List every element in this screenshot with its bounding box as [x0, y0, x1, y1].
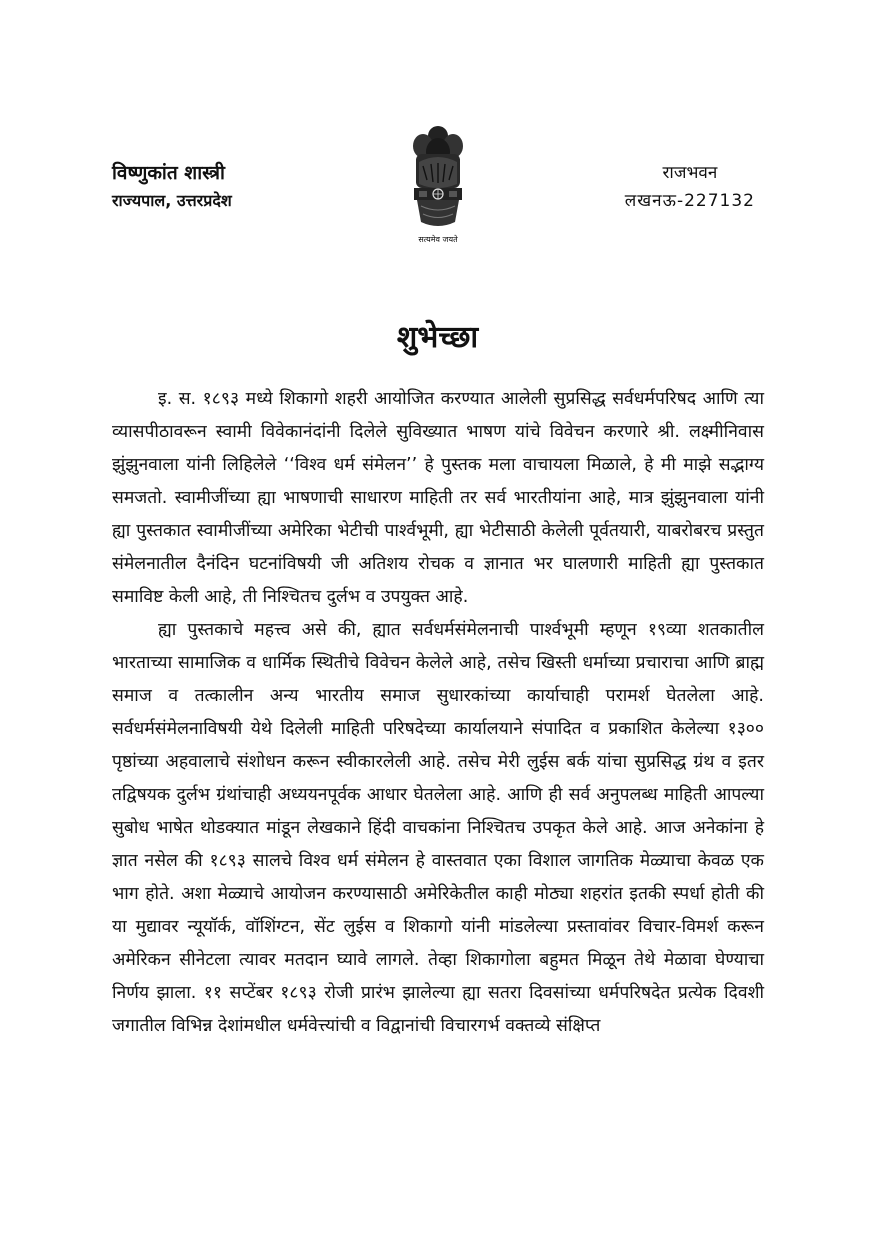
emblem-motto: सत्यमेव जयते: [418, 235, 458, 244]
body-paragraph: इ. स. १८९३ मध्ये शिकागो शहरी आयोजित करण्यात आलेली सुप्रसिद्ध सर्वधर्मपरिषद आणि त्या व्यासपीठावरून स्वामी विवेकानंदांनी दिलेले सुविख्यात भाषण यांचे विवेचन करणारे श्री. लक्ष्मीनिवास झुंझुनवाला यांनी लिहिलेले ‘‘विश्व धर्म संमेलन’’ हे पुस्तक मला वाचायला मिळाले, हे मी माझे सद्भाग्य समजतो. स्वामीजींच्या ह्या भाषणाची साधारण माहिती तर सर्व भारतीयांना आहे, मात्र झुंझुनवाला यांनी ह्या पुस्तकात स्वामीजींच्या अमेरिका भेटीची पार्श्वभूमी, ह्या भेटीसाठी केलेली पूर्वतयारी, याबरोबरच प्रस्तुत संमेलनातील दैनंदिन घटनांविषयी जी अतिशय रोचक व ज्ञानात भर घालणारी माहिती ह्या पुस्तकात समाविष्ट केली आहे, ती निश्चितच दुर्लभ व उपयुक्त आहे.: [112, 389, 764, 607]
address-city: लखनऊ-227132: [624, 191, 755, 211]
sender-block: [112, 160, 232, 216]
body-paragraph: ह्या पुस्तकाचे महत्त्व असे की, ह्यात सर्वधर्मसंमेलनाची पार्श्वभूमी म्हणून १९व्या शतकातील भारताच्या सामाजिक व धार्मिक स्थितीचे विवेचन केलेले आहे, तसेच खिस्ती धर्माच्या प्रचाराचा आणि ब्राह्म समाज व तत्कालीन अन्य भारतीय समाज सुधारकांच्या कार्याचाही परामर्श घेतलेला आहे. सर्वधर्मसंमेलनाविषयी येथे दिलेली माहिती परिषदेच्या कार्यालयाने संपादित व प्रकाशित केलेल्या १३०० पृष्ठांच्या अहवालाचे संशोधन करून स्वीकारलेली आहे. तसेच मेरी लुईस बर्क यांचा सुप्रसिद्ध ग्रंथ व इतर तद्विषयक दुर्लभ ग्रंथांचाही अध्ययनपूर्वक आधार घेतलेला आहे. आणि ही सर्व अनुपलब्ध माहिती आपल्या सुबोध भाषेत थोडक्यात मांडून लेखकाने हिंदी वाचकांना निश्चितच उपकृत केले आहे. आज अनेकांना हे ज्ञात नसेल की १८९३ सालचे विश्व धर्म संमेलन हे वास्तवात एका विशाल जागतिक मेळ्याचा केवळ एक भाग होते. अशा मेळ्याचे आयोजन करण्यासाठी अमेरिकेतील काही मोठ्या शहरांत इतकी स्पर्धा होती की या मुद्यावर न्यूयॉर्क, वॉशिंग्टन, सेंट लुईस व शिकागो यांनी मांडलेल्या प्रस्तावांवर विचार-विमर्श करून अमेरिकन सीनेटला त्यावर मतदान घ्यावे लागले. तेव्हा शिकागोला बहुमत मिळून तेथे मेळावा घेण्याचा निर्णय झाला. ११ सप्टेंबर १८९३ रोजी प्रारंभ झालेल्या ह्या सतरा दिवसांच्या धर्मपरिषदेत प्रत्येक दिवशी जगातील विभिन्न देशांमधील धर्मवेत्त्यांची व विद्वानांची विचारगर्भ वक्तव्ये संक्षिप्त: [112, 620, 764, 1036]
sender-name: विष्णुकांत शास्त्री: [112, 162, 225, 184]
address-block: [625, 160, 755, 216]
national-emblem: [403, 122, 473, 250]
lion-capital-icon: [407, 122, 469, 234]
letter-body: [112, 383, 764, 1043]
address-place: राजभवन: [662, 163, 718, 183]
sender-title: राज्यपाल, उत्तरप्रदेश: [112, 191, 232, 210]
letter-heading: शुभेच्छा: [396, 320, 479, 355]
